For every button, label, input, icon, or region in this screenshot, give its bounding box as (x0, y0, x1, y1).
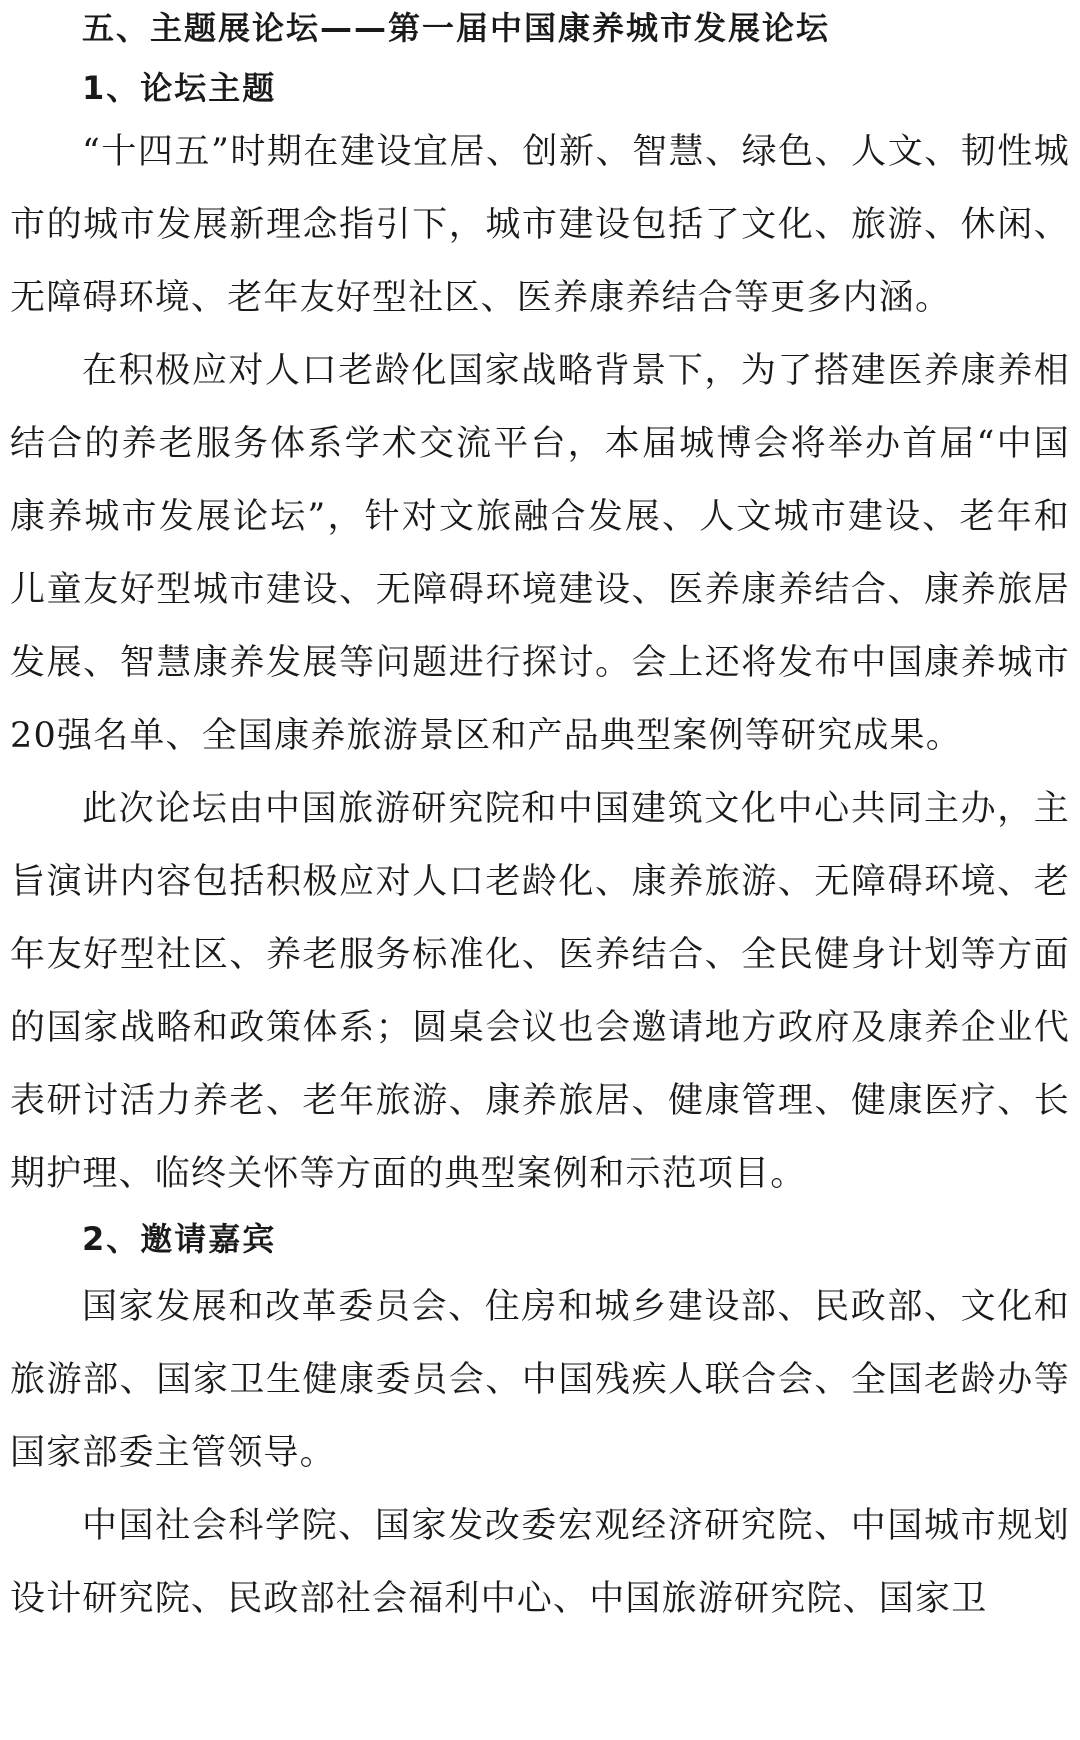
paragraph-forum-background: 在积极应对人口老龄化国家战略背景下，为了搭建医养康养相结合的养老服务体系学术交流平台，本届城博会将举办首届“中国康养城市发展论坛”，针对文旅融合发展、人文城市建设、老年和儿童友好型城市建设、无障碍环境建设、医养康养结合、康养旅居发展、智慧康养发展等问题进行探讨。会上还将发布中国康养城市20强名单、全国康养旅游景区和产品典型案例等研究成果。 (10, 351, 1070, 756)
paragraph-institution-guests: 中国社会科学院、国家发改委宏观经济研究院、中国城市规划设计研究院、民政部社会福利中心、中国旅游研究院、国家卫 (10, 1506, 1070, 1619)
subsection-heading-forum-theme: 1、论坛主题 (82, 69, 277, 107)
paragraph-forum-organizers: 此次论坛由中国旅游研究院和中国建筑文化中心共同主办，主旨演讲内容包括积极应对人口老龄化、康养旅游、无障碍环境、老年友好型社区、养老服务标准化、医养结合、全民健身计划等方面的国家战略和政策体系；圆桌会议也会邀请地方政府及康养企业代表研讨活力养老、老年旅游、康养旅居、健康管理、健康医疗、长期护理、临终关怀等方面的典型案例和示范项目。 (10, 789, 1070, 1194)
section-heading: 五、主题展论坛——第一届中国康养城市发展论坛 (82, 9, 831, 47)
subsection-heading-invited-guests: 2、邀请嘉宾 (82, 1220, 277, 1258)
document-page (10, 0, 1070, 1636)
paragraph-urban-development: “十四五”时期在建设宜居、创新、智慧、绿色、人文、韧性城市的城市发展新理念指引下，城市建设包括了文化、旅游、休闲、无障碍环境、老年友好型社区、医养康养结合等更多内涵。 (10, 132, 1070, 318)
paragraph-government-guests: 国家发展和改革委员会、住房和城乡建设部、民政部、文化和旅游部、国家卫生健康委员会、中国残疾人联合会、全国老龄办等国家部委主管领导。 (10, 1287, 1070, 1473)
